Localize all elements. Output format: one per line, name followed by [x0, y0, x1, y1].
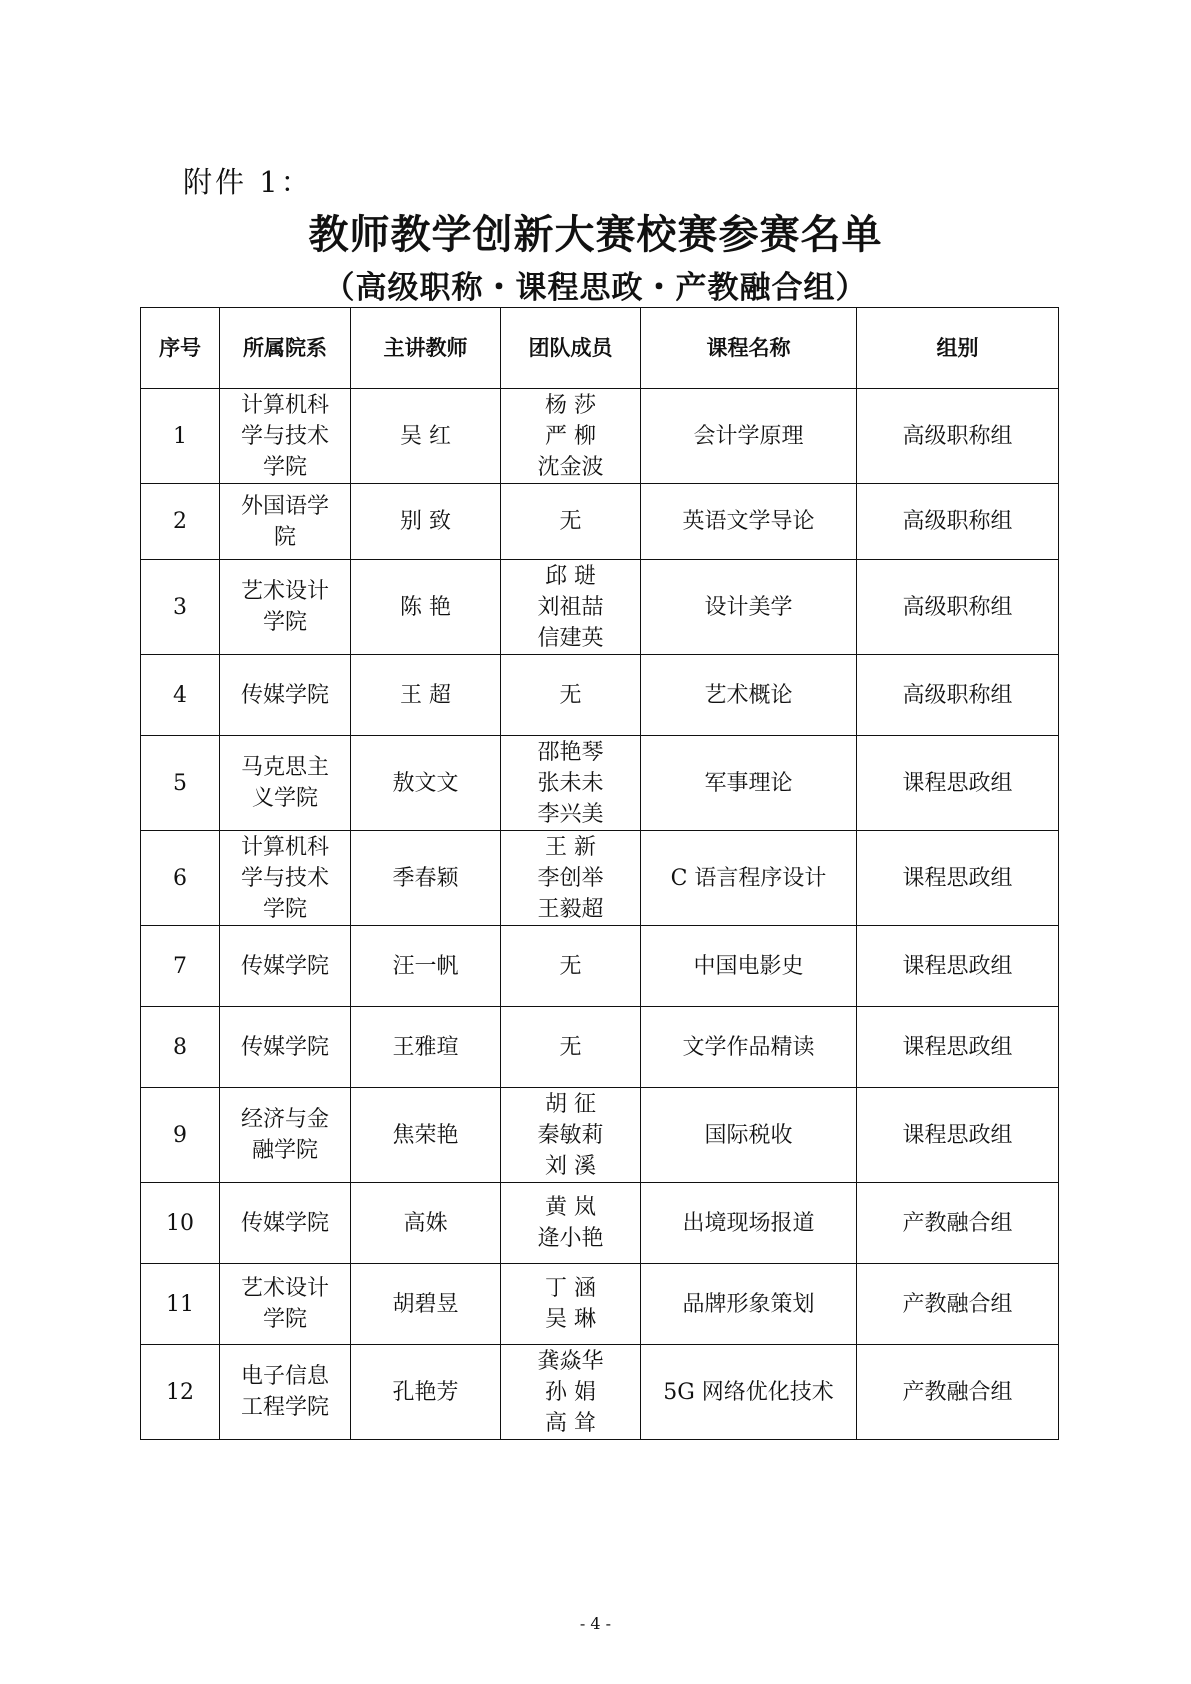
page-title: 教师教学创新大赛校赛参赛名单 — [308, 212, 883, 258]
row-course: C 语言程序设计 — [641, 831, 857, 926]
row-course: 品牌形象策划 — [641, 1264, 857, 1345]
row-group: 课程思政组 — [857, 736, 1059, 831]
row-lecturer: 高姝 — [351, 1183, 501, 1264]
row-course: 中国电影史 — [641, 926, 857, 1007]
table-row — [141, 560, 1059, 655]
member-name: 杨 莎 — [545, 392, 596, 418]
row-number: 1 — [141, 389, 220, 484]
member-name: 无 — [559, 953, 582, 979]
table-row — [141, 655, 1059, 736]
row-department: 传媒学院 — [220, 926, 351, 1007]
row-course: 国际税收 — [641, 1088, 857, 1183]
row-number: 11 — [141, 1264, 220, 1345]
row-number: 6 — [141, 831, 220, 926]
row-group: 产教融合组 — [857, 1345, 1059, 1440]
table-row — [141, 484, 1059, 560]
member-name: 王 新 — [545, 834, 596, 860]
member-name: 张未未 — [537, 770, 604, 796]
row-number: 5 — [141, 736, 220, 831]
row-course: 设计美学 — [641, 560, 857, 655]
row-course: 5G 网络优化技术 — [641, 1345, 857, 1440]
row-lecturer: 王雅瑄 — [351, 1007, 501, 1088]
row-lecturer: 别 致 — [351, 484, 501, 560]
row-department: 计算机科学与技术学院 — [220, 389, 351, 484]
row-members — [501, 389, 641, 484]
row-department: 艺术设计学院 — [220, 1264, 351, 1345]
page-number: - 4 - — [579, 1614, 612, 1633]
row-members — [501, 736, 641, 831]
header-department: 所属院系 — [220, 308, 351, 389]
table-row — [141, 1264, 1059, 1345]
participant-table — [140, 307, 1059, 1440]
header-lecturer: 主讲教师 — [351, 308, 501, 389]
row-department: 外国语学院 — [220, 484, 351, 560]
row-lecturer: 敖文文 — [351, 736, 501, 831]
row-number: 8 — [141, 1007, 220, 1088]
row-group: 高级职称组 — [857, 389, 1059, 484]
member-name: 龚焱华 — [537, 1348, 604, 1374]
member-name: 无 — [559, 509, 582, 534]
row-number: 10 — [141, 1183, 220, 1264]
header-group: 组别 — [857, 308, 1059, 389]
row-lecturer: 吴 红 — [351, 389, 501, 484]
row-members — [501, 1345, 641, 1440]
row-lecturer: 陈 艳 — [351, 560, 501, 655]
row-number: 9 — [141, 1088, 220, 1183]
row-department: 马克思主义学院 — [220, 736, 351, 831]
row-course: 英语文学导论 — [641, 484, 857, 560]
member-name: 邵艳琴 — [537, 739, 604, 765]
header-members: 团队成员 — [501, 308, 641, 389]
member-name: 邱 琎 — [545, 563, 596, 589]
row-lecturer: 焦荣艳 — [351, 1088, 501, 1183]
member-name: 胡 征 — [545, 1091, 596, 1117]
row-number: 4 — [141, 655, 220, 736]
member-name: 丁 涵 — [545, 1276, 596, 1301]
member-name: 沈金波 — [537, 454, 604, 480]
row-number: 3 — [141, 560, 220, 655]
member-name: 王毅超 — [537, 896, 604, 922]
member-name: 刘 溪 — [545, 1153, 596, 1179]
row-course: 会计学原理 — [641, 389, 857, 484]
member-name: 无 — [559, 682, 582, 708]
row-department: 艺术设计学院 — [220, 560, 351, 655]
row-department: 传媒学院 — [220, 1007, 351, 1088]
member-name: 刘祖喆 — [537, 594, 604, 620]
attachment-label: 附件 1： — [183, 165, 313, 199]
row-department: 计算机科学与技术学院 — [220, 831, 351, 926]
member-name: 吴 琳 — [545, 1307, 596, 1332]
table-row — [141, 1007, 1059, 1088]
member-name: 严 柳 — [545, 423, 596, 449]
row-lecturer: 胡碧昱 — [351, 1264, 501, 1345]
row-members — [501, 926, 641, 1007]
row-course: 出境现场报道 — [641, 1183, 857, 1264]
row-members — [501, 1183, 641, 1264]
member-name: 无 — [559, 1034, 582, 1060]
page-subtitle: （高级职称・课程思政・产教融合组） — [323, 270, 868, 306]
member-name: 李兴美 — [537, 801, 604, 827]
header-course: 课程名称 — [641, 308, 857, 389]
row-group: 课程思政组 — [857, 831, 1059, 926]
row-group: 课程思政组 — [857, 1088, 1059, 1183]
row-members — [501, 1007, 641, 1088]
row-department: 经济与金融学院 — [220, 1088, 351, 1183]
row-lecturer: 王 超 — [351, 655, 501, 736]
row-group: 课程思政组 — [857, 926, 1059, 1007]
row-group: 高级职称组 — [857, 484, 1059, 560]
member-name: 秦敏莉 — [537, 1122, 604, 1148]
row-number: 12 — [141, 1345, 220, 1440]
table-row — [141, 831, 1059, 926]
table-row — [141, 389, 1059, 484]
table-body — [141, 389, 1059, 1440]
row-members — [501, 655, 641, 736]
row-lecturer: 汪一帆 — [351, 926, 501, 1007]
row-members — [501, 484, 641, 560]
row-department: 传媒学院 — [220, 1183, 351, 1264]
table-header-row — [141, 308, 1059, 389]
member-name: 孙 娟 — [545, 1379, 596, 1405]
table-row — [141, 1345, 1059, 1440]
row-members — [501, 831, 641, 926]
row-lecturer: 孔艳芳 — [351, 1345, 501, 1440]
row-department: 传媒学院 — [220, 655, 351, 736]
row-group: 高级职称组 — [857, 655, 1059, 736]
row-group: 产教融合组 — [857, 1183, 1059, 1264]
member-name: 信建英 — [537, 625, 604, 651]
row-members — [501, 560, 641, 655]
row-course: 文学作品精读 — [641, 1007, 857, 1088]
header-number: 序号 — [141, 308, 220, 389]
row-members — [501, 1264, 641, 1345]
row-number: 2 — [141, 484, 220, 560]
row-group: 高级职称组 — [857, 560, 1059, 655]
table-row — [141, 926, 1059, 1007]
row-group: 课程思政组 — [857, 1007, 1059, 1088]
table-row — [141, 1088, 1059, 1183]
table-row — [141, 736, 1059, 831]
row-members — [501, 1088, 641, 1183]
row-course: 艺术概论 — [641, 655, 857, 736]
row-lecturer: 季春颖 — [351, 831, 501, 926]
member-name: 李创举 — [537, 865, 604, 891]
member-name: 黄 岚 — [545, 1195, 596, 1220]
row-department: 电子信息工程学院 — [220, 1345, 351, 1440]
row-number: 7 — [141, 926, 220, 1007]
row-group: 产教融合组 — [857, 1264, 1059, 1345]
table-row — [141, 1183, 1059, 1264]
member-name: 逄小艳 — [537, 1226, 604, 1251]
member-name: 高 耸 — [545, 1410, 596, 1436]
row-course: 军事理论 — [641, 736, 857, 831]
